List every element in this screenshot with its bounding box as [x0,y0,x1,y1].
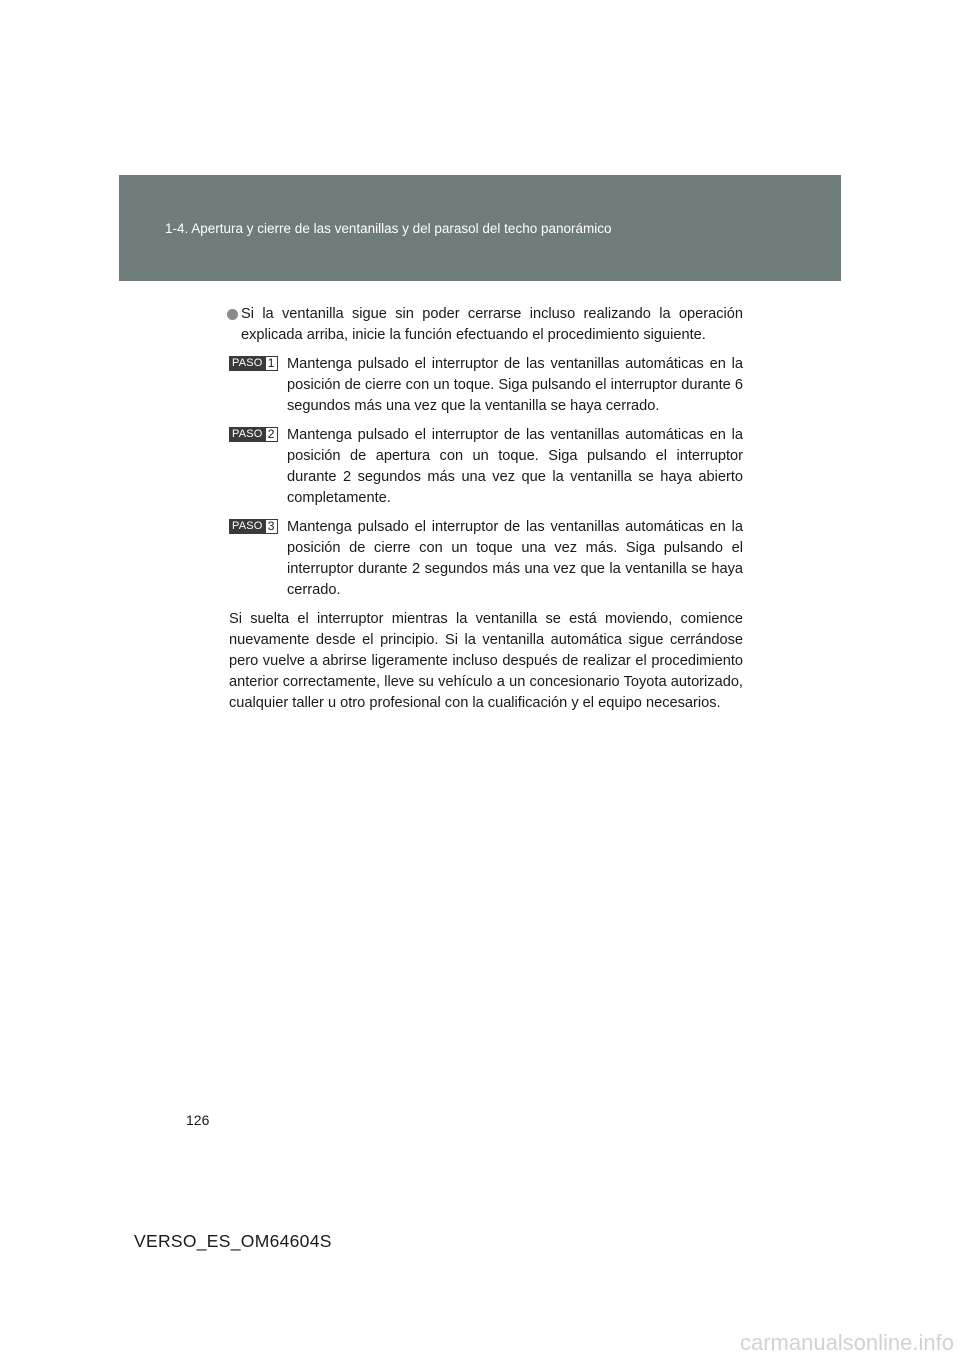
step-badge [229,356,278,371]
step-badge-label: PASO [229,519,266,534]
step-text: Mantenga pulsado el interruptor de las ventanillas automáticas en la posición de apertura con un toque. Siga pulsando el interruptor durante 2 segundos más una vez que la ventanilla se haya abierto completamente. [287,427,743,506]
step-badge [229,519,278,534]
step-text: Mantenga pulsado el interruptor de las ventanillas automáticas en la posición de cierre con un toque. Siga pulsando el interruptor durante 6 segundos más una vez que la ventanilla se haya cerrado. [287,356,743,414]
document-code: VERSO_ES_OM64604S [134,1231,332,1251]
step-badge [229,427,278,442]
step-text: Mantenga pulsado el interruptor de las ventanillas automáticas en la posición de cierre con un toque una vez más. Siga pulsando el interruptor durante 2 segundos más una vez que la ventanilla se haya cerrado. [287,519,743,598]
section-header-band [119,175,841,281]
bullet-text: Si la ventanilla sigue sin poder cerrarse incluso realizando la operación explicada arriba, inicie la función efectuando el procedimiento siguiente. [241,306,743,343]
step-badge-number: 1 [266,356,278,371]
section-title: 1-4. Apertura y cierre de las ventanillas y del parasol del techo panorámico [165,221,612,236]
step-badge-number: 3 [266,519,278,534]
main-content [229,304,743,714]
page-number: 126 [186,1112,210,1128]
step-badge-label: PASO [229,356,266,371]
closing-paragraph: Si suelta el interruptor mientras la ventanilla se está moviendo, comience nuevamente desde el principio. Si la ventanilla automática sigue cerrándose pero vuelve a abrirse ligeramente incluso después de realizar el procedimiento anterior correctamente, lleve su vehículo a un concesionario Toyota autorizado, cualquier taller u otro profesional con la cualificación y el equipo necesarios. [229,611,743,711]
step-badge-label: PASO [229,427,266,442]
watermark: carmanualsonline.info [739,1330,954,1355]
step-2 [229,425,743,509]
step-3 [229,517,743,601]
step-badge-number: 2 [266,427,278,442]
step-1 [229,354,743,417]
bullet-paragraph [229,304,743,346]
bullet-dot-icon [227,309,238,320]
